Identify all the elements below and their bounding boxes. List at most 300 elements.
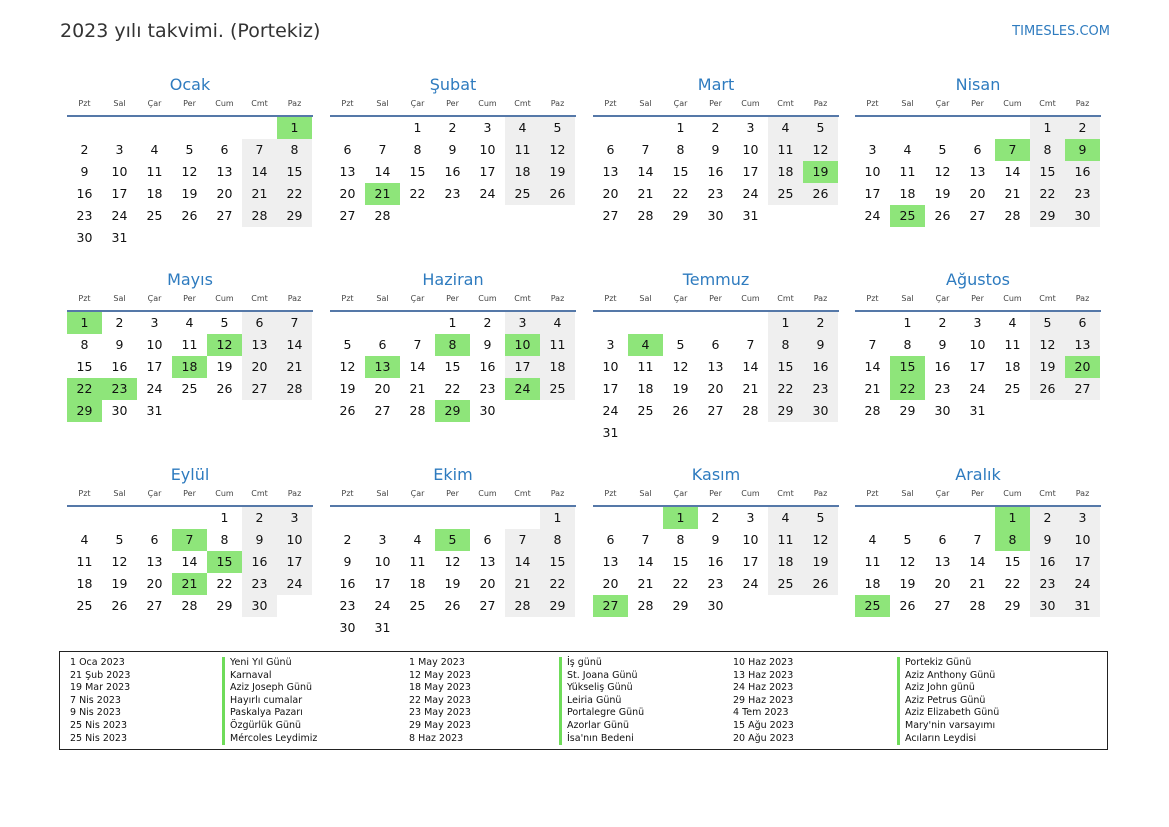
day-cell: 31 — [742, 208, 759, 223]
day-cell: 12 — [444, 554, 461, 569]
holiday-name: St. Joana Günü — [559, 670, 644, 683]
day-cell: 3 — [868, 142, 877, 157]
day-cell: 11 — [146, 164, 163, 179]
empty-cell — [242, 117, 277, 139]
day-cell: 22 — [540, 573, 575, 595]
day-cell: 1 — [220, 510, 229, 525]
holiday-date: 13 Haz 2023 — [733, 669, 794, 681]
day-cell: 7 — [242, 139, 277, 161]
holiday-date: 19 Mar 2023 — [70, 682, 131, 694]
day-cell: 9 — [711, 532, 720, 547]
day-cell: 28 — [969, 598, 986, 613]
weekday-label: Cmt — [514, 489, 531, 498]
holiday-date: 8 Haz 2023 — [409, 732, 464, 744]
empty-cell — [505, 507, 540, 529]
day-cell: 6 — [242, 312, 277, 334]
holiday-date: 1 Oca 2023 — [70, 657, 125, 668]
day-cell: 9 — [80, 164, 89, 179]
day-cell: 1 — [413, 120, 422, 135]
day-cell: 4 — [185, 315, 194, 330]
day-cell: 11 — [540, 334, 575, 356]
day-cell: 23 — [934, 381, 951, 396]
day-cell: 28 — [505, 595, 540, 617]
empty-cell — [698, 312, 733, 334]
holiday-name: İş günü — [559, 657, 644, 670]
empty-cell — [925, 507, 960, 529]
month-name: Haziran — [422, 270, 484, 289]
day-cell: 14 — [242, 161, 277, 183]
day-cell: 8 — [1030, 139, 1065, 161]
day-cell: 12 — [803, 139, 838, 161]
day-cell: 29 — [216, 598, 233, 613]
holiday-day-cell: 1 — [277, 117, 312, 139]
weekday-label: Cum — [1003, 489, 1022, 498]
day-cell: 31 — [969, 403, 986, 418]
weekday-label: Cmt — [514, 294, 531, 303]
day-cell: 10 — [146, 337, 163, 352]
weekday-label: Çar — [935, 489, 950, 498]
days-grid — [67, 507, 313, 617]
weekday-label: Paz — [813, 489, 828, 498]
day-cell: 29 — [277, 205, 312, 227]
day-cell: 17 — [111, 186, 128, 201]
day-cell: 25 — [768, 573, 803, 595]
site-link[interactable]: TIMESLES.COM — [1012, 24, 1110, 39]
day-cell: 23 — [803, 378, 838, 400]
day-cell: 13 — [969, 164, 986, 179]
day-cell: 6 — [343, 142, 352, 157]
day-cell: 18 — [768, 161, 803, 183]
weekday-label: Çar — [410, 294, 425, 303]
day-cell: 26 — [540, 183, 575, 205]
weekday-label: Sal — [113, 294, 126, 303]
day-cell: 8 — [277, 139, 312, 161]
day-cell: 23 — [339, 598, 356, 613]
weekday-label: Per — [709, 99, 722, 108]
day-cell: 24 — [742, 186, 759, 201]
holiday-date: 22 May 2023 — [409, 694, 471, 706]
weekday-label: Çar — [673, 489, 688, 498]
month-calendar — [330, 269, 576, 422]
day-cell: 6 — [938, 532, 947, 547]
empty-cell — [365, 507, 400, 529]
day-cell: 30 — [76, 230, 93, 245]
day-cell: 28 — [242, 205, 277, 227]
day-cell: 20 — [934, 576, 951, 591]
weekday-header — [330, 489, 576, 507]
day-cell: 9 — [938, 337, 947, 352]
day-cell: 18 — [1004, 359, 1021, 374]
day-cell: 14 — [1004, 164, 1021, 179]
day-cell: 19 — [444, 576, 461, 591]
day-cell: 3 — [483, 120, 492, 135]
holiday-date: 25 Nis 2023 — [70, 719, 127, 731]
empty-cell — [628, 117, 663, 139]
day-cell: 24 — [277, 573, 312, 595]
weekday-label: Pzt — [604, 489, 617, 498]
holiday-day-cell: 20 — [1065, 356, 1100, 378]
weekday-label: Pzt — [866, 99, 879, 108]
holiday-name: Yükseliş Günü — [559, 682, 644, 695]
day-cell: 20 — [707, 381, 724, 396]
weekday-label: Paz — [813, 294, 828, 303]
day-cell: 20 — [146, 576, 163, 591]
day-cell: 26 — [672, 403, 689, 418]
empty-cell — [330, 312, 365, 334]
weekday-label: Cmt — [777, 294, 794, 303]
day-cell: 17 — [505, 356, 540, 378]
month-name: Mart — [697, 75, 735, 94]
empty-cell — [470, 507, 505, 529]
day-cell: 19 — [672, 381, 689, 396]
day-cell: 30 — [339, 620, 356, 635]
empty-cell — [925, 117, 960, 139]
weekday-label: Pzt — [78, 294, 91, 303]
day-cell: 13 — [934, 554, 951, 569]
day-cell: 24 — [479, 186, 496, 201]
day-cell: 20 — [602, 186, 619, 201]
day-cell: 26 — [339, 403, 356, 418]
day-cell: 13 — [707, 359, 724, 374]
day-cell: 17 — [969, 359, 986, 374]
empty-cell — [628, 507, 663, 529]
empty-cell — [995, 117, 1030, 139]
day-cell: 22 — [277, 183, 312, 205]
day-cell: 28 — [1004, 208, 1021, 223]
days-grid — [330, 117, 576, 227]
day-cell: 29 — [672, 208, 689, 223]
day-cell: 28 — [277, 378, 312, 400]
holiday-date: 7 Nis 2023 — [70, 694, 121, 706]
month-calendar — [593, 269, 839, 444]
day-cell: 17 — [374, 576, 391, 591]
empty-cell — [137, 507, 172, 529]
day-cell: 11 — [76, 554, 93, 569]
holiday-day-cell: 8 — [995, 529, 1030, 551]
weekday-label: Cum — [478, 294, 497, 303]
day-cell: 18 — [540, 356, 575, 378]
weekday-label: Per — [446, 99, 459, 108]
month-name: Nisan — [955, 75, 1001, 94]
holiday-date: 29 May 2023 — [409, 719, 471, 731]
weekday-header — [67, 99, 313, 117]
day-cell: 19 — [803, 551, 838, 573]
day-cell: 2 — [1030, 507, 1065, 529]
days-grid — [593, 312, 839, 444]
weekday-label: Çar — [935, 294, 950, 303]
day-cell: 15 — [444, 359, 461, 374]
empty-cell — [855, 312, 890, 334]
day-cell: 20 — [479, 576, 496, 591]
day-cell: 4 — [768, 507, 803, 529]
day-cell: 20 — [969, 186, 986, 201]
day-cell: 25 — [181, 381, 198, 396]
weekday-label: Cmt — [1039, 294, 1056, 303]
weekday-header — [593, 489, 839, 507]
month-calendar — [855, 464, 1101, 617]
weekday-header — [855, 489, 1101, 507]
day-cell: 15 — [768, 356, 803, 378]
day-cell: 23 — [76, 208, 93, 223]
day-cell: 16 — [111, 359, 128, 374]
day-cell: 31 — [111, 230, 128, 245]
holiday-name: Portalegre Günü — [559, 707, 644, 720]
day-cell: 17 — [742, 554, 759, 569]
day-cell: 9 — [242, 529, 277, 551]
empty-cell — [960, 507, 995, 529]
day-cell: 6 — [973, 142, 982, 157]
day-cell: 6 — [606, 142, 615, 157]
day-cell: 29 — [672, 598, 689, 613]
day-cell: 25 — [1004, 381, 1021, 396]
day-cell: 27 — [216, 208, 233, 223]
day-cell: 22 — [1030, 183, 1065, 205]
day-cell: 8 — [220, 532, 229, 547]
day-cell: 14 — [637, 164, 654, 179]
day-cell: 14 — [409, 359, 426, 374]
day-cell: 13 — [216, 164, 233, 179]
day-cell: 5 — [115, 532, 124, 547]
month-calendar — [330, 74, 576, 227]
weekday-label: Cum — [215, 489, 234, 498]
day-cell: 31 — [374, 620, 391, 635]
weekday-label: Sal — [376, 489, 389, 498]
weekday-label: Sal — [376, 99, 389, 108]
day-cell: 17 — [479, 164, 496, 179]
day-cell: 2 — [711, 120, 720, 135]
day-cell: 18 — [768, 551, 803, 573]
weekday-label: Cmt — [251, 99, 268, 108]
weekday-label: Per — [446, 489, 459, 498]
day-cell: 26 — [934, 208, 951, 223]
day-cell: 7 — [973, 532, 982, 547]
day-cell: 29 — [1030, 205, 1065, 227]
day-cell: 10 — [864, 164, 881, 179]
weekday-label: Per — [709, 294, 722, 303]
day-cell: 20 — [242, 356, 277, 378]
weekday-label: Çar — [673, 99, 688, 108]
day-cell: 4 — [768, 117, 803, 139]
day-cell: 15 — [1004, 554, 1021, 569]
day-cell: 25 — [146, 208, 163, 223]
legend-date-column — [409, 657, 471, 745]
day-cell: 1 — [1030, 117, 1065, 139]
day-cell: 21 — [277, 356, 312, 378]
day-cell: 23 — [242, 573, 277, 595]
empty-cell — [172, 507, 207, 529]
day-cell: 1 — [540, 507, 575, 529]
day-cell: 2 — [80, 142, 89, 157]
holiday-day-cell: 7 — [995, 139, 1030, 161]
day-cell: 12 — [540, 139, 575, 161]
holiday-date: 21 Şub 2023 — [70, 669, 131, 681]
day-cell: 4 — [150, 142, 159, 157]
day-cell: 13 — [146, 554, 163, 569]
day-cell: 14 — [181, 554, 198, 569]
empty-cell — [593, 507, 628, 529]
legend-date-column — [733, 657, 794, 745]
day-cell: 28 — [742, 403, 759, 418]
day-cell: 24 — [602, 403, 619, 418]
day-cell: 11 — [1004, 337, 1021, 352]
holiday-name: Özgürlük Günü — [222, 720, 317, 733]
day-cell: 13 — [602, 554, 619, 569]
days-grid — [855, 507, 1101, 617]
day-cell: 7 — [641, 142, 650, 157]
weekday-label: Per — [971, 294, 984, 303]
day-cell: 21 — [864, 381, 881, 396]
day-cell: 17 — [277, 551, 312, 573]
day-cell: 2 — [1065, 117, 1100, 139]
holiday-day-cell: 7 — [172, 529, 207, 551]
weekday-label: Paz — [1075, 489, 1090, 498]
weekday-header — [67, 294, 313, 312]
weekday-label: Sal — [113, 489, 126, 498]
day-cell: 18 — [899, 186, 916, 201]
day-cell: 23 — [1065, 183, 1100, 205]
day-cell: 18 — [76, 576, 93, 591]
day-cell: 10 — [969, 337, 986, 352]
day-cell: 31 — [1065, 595, 1100, 617]
day-cell: 1 — [676, 120, 685, 135]
weekday-header — [593, 294, 839, 312]
day-cell: 10 — [374, 554, 391, 569]
weekday-label: Pzt — [866, 294, 879, 303]
holiday-day-cell: 21 — [365, 183, 400, 205]
holiday-day-cell: 19 — [803, 161, 838, 183]
day-cell: 4 — [80, 532, 89, 547]
day-cell: 13 — [1065, 334, 1100, 356]
holiday-date: 10 Haz 2023 — [733, 657, 794, 668]
holiday-day-cell: 18 — [172, 356, 207, 378]
day-cell: 5 — [220, 315, 229, 330]
day-cell: 14 — [277, 334, 312, 356]
weekday-label: Cum — [478, 489, 497, 498]
day-cell: 21 — [505, 573, 540, 595]
holiday-day-cell: 29 — [435, 400, 470, 422]
weekday-label: Paz — [550, 99, 565, 108]
weekday-label: Cmt — [777, 489, 794, 498]
legend-name-column — [559, 657, 644, 745]
weekday-label: Pzt — [604, 294, 617, 303]
day-cell: 21 — [637, 576, 654, 591]
weekday-label: Cmt — [251, 294, 268, 303]
day-cell: 21 — [409, 381, 426, 396]
day-cell: 9 — [1030, 529, 1065, 551]
day-cell: 5 — [803, 117, 838, 139]
month-name: Aralık — [955, 465, 1001, 484]
day-cell: 10 — [1065, 529, 1100, 551]
weekday-label: Cum — [215, 99, 234, 108]
month-calendar — [67, 74, 313, 249]
day-cell: 9 — [343, 554, 352, 569]
empty-cell — [137, 117, 172, 139]
holiday-date: 23 May 2023 — [409, 707, 471, 719]
holiday-name: Aziz Anthony Günü — [897, 670, 999, 683]
day-cell: 11 — [409, 554, 426, 569]
day-cell: 24 — [111, 208, 128, 223]
day-cell: 5 — [803, 507, 838, 529]
holiday-name: Aziz Elizabeth Günü — [897, 707, 999, 720]
weekday-label: Pzt — [604, 99, 617, 108]
day-cell: 17 — [864, 186, 881, 201]
holiday-day-cell: 27 — [593, 595, 628, 617]
day-cell: 12 — [934, 164, 951, 179]
day-cell: 14 — [505, 551, 540, 573]
month-name: Ocak — [169, 75, 211, 94]
day-cell: 12 — [899, 554, 916, 569]
day-cell: 7 — [868, 337, 877, 352]
holiday-day-cell: 9 — [1065, 139, 1100, 161]
holiday-name: Aziz John günü — [897, 682, 999, 695]
day-cell: 23 — [707, 186, 724, 201]
month-name: Şubat — [429, 75, 477, 94]
day-cell: 3 — [378, 532, 387, 547]
day-cell: 27 — [1065, 378, 1100, 400]
day-cell: 7 — [378, 142, 387, 157]
empty-cell — [365, 117, 400, 139]
weekday-label: Cum — [741, 99, 760, 108]
weekday-label: Sal — [376, 294, 389, 303]
weekday-label: Per — [971, 489, 984, 498]
day-cell: 11 — [637, 359, 654, 374]
day-cell: 30 — [1030, 595, 1065, 617]
holiday-day-cell: 10 — [505, 334, 540, 356]
day-cell: 19 — [1030, 356, 1065, 378]
day-cell: 16 — [707, 554, 724, 569]
day-cell: 5 — [185, 142, 194, 157]
day-cell: 30 — [111, 403, 128, 418]
day-cell: 20 — [602, 576, 619, 591]
day-cell: 7 — [505, 529, 540, 551]
empty-cell — [67, 117, 102, 139]
day-cell: 12 — [672, 359, 689, 374]
weekday-label: Cum — [741, 294, 760, 303]
weekday-label: Cmt — [1039, 99, 1056, 108]
day-cell: 10 — [479, 142, 496, 157]
holiday-name: Leiria Günü — [559, 695, 644, 708]
empty-cell — [593, 312, 628, 334]
day-cell: 22 — [672, 186, 689, 201]
day-cell: 18 — [409, 576, 426, 591]
holiday-day-cell: 15 — [890, 356, 925, 378]
holiday-date: 18 May 2023 — [409, 682, 471, 694]
day-cell: 16 — [444, 164, 461, 179]
day-cell: 17 — [146, 359, 163, 374]
day-cell: 19 — [899, 576, 916, 591]
weekday-label: Cum — [1003, 99, 1022, 108]
holiday-name: Aziz Joseph Günü — [222, 682, 317, 695]
page-title: 2023 yılı takvimi. (Portekiz) — [60, 20, 321, 42]
weekday-label: Sal — [639, 489, 652, 498]
day-cell: 11 — [864, 554, 881, 569]
day-cell: 7 — [641, 532, 650, 547]
holiday-name: Azorlar Günü — [559, 720, 644, 733]
day-cell: 6 — [483, 532, 492, 547]
day-cell: 4 — [903, 142, 912, 157]
day-cell: 7 — [413, 337, 422, 352]
weekday-label: Sal — [639, 294, 652, 303]
holiday-day-cell: 1 — [67, 312, 102, 334]
holiday-day-cell: 8 — [435, 334, 470, 356]
day-cell: 17 — [742, 164, 759, 179]
weekday-label: Paz — [813, 99, 828, 108]
weekday-label: Çar — [147, 294, 162, 303]
day-cell: 24 — [742, 576, 759, 591]
holiday-name: Aziz Petrus Günü — [897, 695, 999, 708]
day-cell: 2 — [711, 510, 720, 525]
day-cell: 7 — [746, 337, 755, 352]
